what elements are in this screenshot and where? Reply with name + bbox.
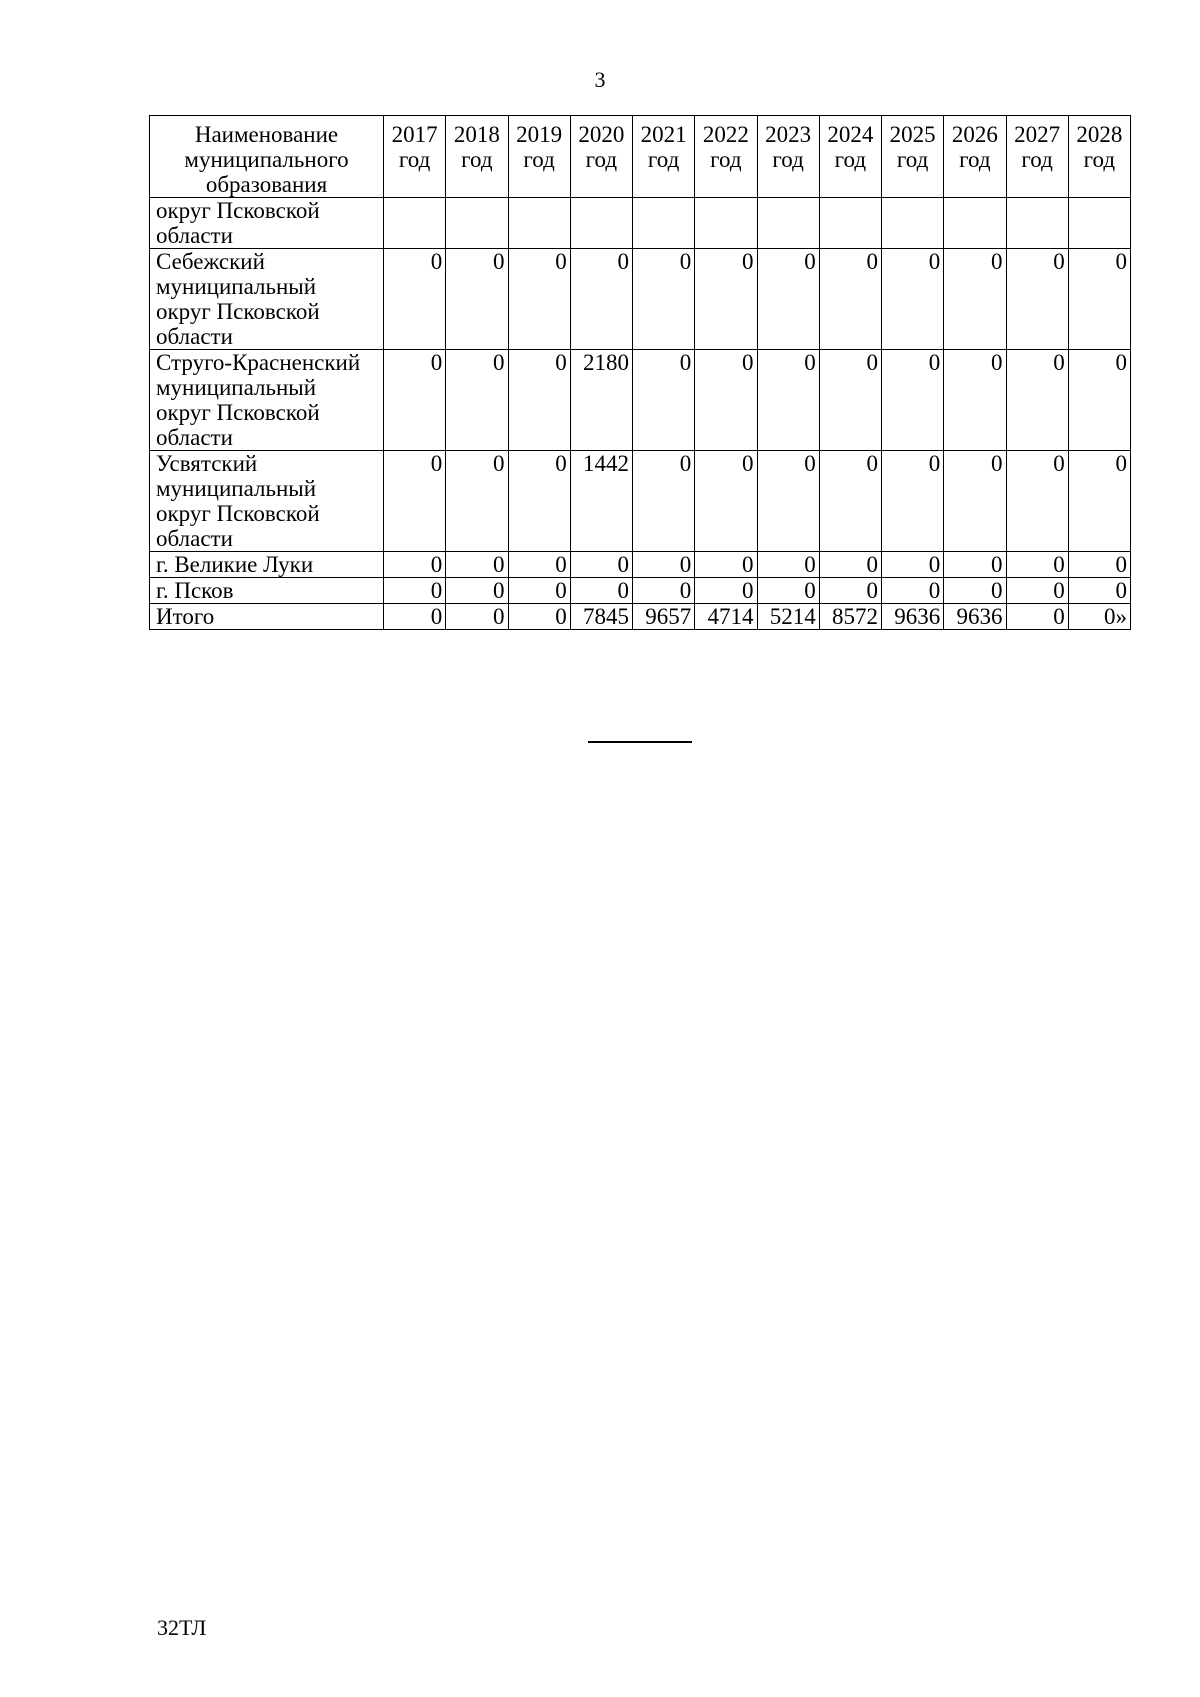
municipality-name-cell: г. Псков [150,578,384,604]
year-number: 2026 [951,122,998,147]
year-number: 2021 [640,122,687,147]
municipality-name-cell: Себежский муниципальный округ Псковской области [150,249,384,350]
value-cell: 0 [1068,249,1130,350]
value-cell: 0 [1006,578,1068,604]
value-cell: 0 [944,552,1006,578]
value-cell: 9657 [633,604,695,630]
year-column-header [446,116,508,198]
year-unit: год [959,147,991,172]
table-row [150,604,1131,630]
value-cell: 0 [633,451,695,552]
value-cell [570,198,632,249]
value-cell: 0 [944,249,1006,350]
value-cell: 0 [508,249,570,350]
value-cell: 0 [695,350,757,451]
value-cell: 0 [819,451,881,552]
value-cell [508,198,570,249]
value-cell: 0» [1068,604,1130,630]
value-cell: 0 [944,451,1006,552]
year-column-header [633,116,695,198]
value-cell: 0 [819,552,881,578]
value-cell: 9636 [882,604,944,630]
year-unit: год [523,147,555,172]
year-unit: год [398,147,431,172]
value-cell: 0 [1006,604,1068,630]
value-cell: 0 [882,552,944,578]
table-row [150,350,1131,451]
value-cell: 0 [1006,552,1068,578]
document-code: 32ТЛ [157,1615,207,1640]
value-cell [695,198,757,249]
value-cell: 0 [446,578,508,604]
value-cell: 0 [446,552,508,578]
value-cell [757,198,819,249]
municipality-name-cell: Усвятский муниципальный округ Псковской области [150,451,384,552]
value-cell: 0 [508,451,570,552]
municipality-name-cell: Итого [150,604,384,630]
value-cell: 0 [508,604,570,630]
year-number: 2027 [1014,122,1061,147]
value-cell: 0 [508,350,570,451]
value-cell: 0 [819,249,881,350]
year-number: 2025 [889,122,936,147]
value-cell: 0 [757,578,819,604]
value-cell: 0 [384,451,446,552]
value-cell: 1442 [570,451,632,552]
year-number: 2024 [827,122,874,147]
municipality-name-cell: г. Великие Луки [150,552,384,578]
value-cell: 0 [882,350,944,451]
value-cell: 9636 [944,604,1006,630]
table-header [150,116,1131,198]
value-cell: 0 [944,578,1006,604]
value-cell: 5214 [757,604,819,630]
value-cell: 0 [695,578,757,604]
value-cell: 0 [633,249,695,350]
value-cell: 0 [757,350,819,451]
year-column-header [508,116,570,198]
value-cell [944,198,1006,249]
value-cell [384,198,446,249]
year-unit: год [647,147,680,172]
year-column-header [757,116,819,198]
value-cell [1006,198,1068,249]
year-unit: год [834,147,867,172]
allocation-table [149,115,1131,630]
year-column-header [1006,116,1068,198]
value-cell: 2180 [570,350,632,451]
year-column-header [944,116,1006,198]
value-cell: 0 [757,552,819,578]
table-row [150,198,1131,249]
page-number: 3 [594,67,606,92]
table-row [150,249,1131,350]
value-cell: 0 [1068,451,1130,552]
value-cell: 0 [944,350,1006,451]
year-unit: год [896,147,929,172]
value-cell: 0 [1006,451,1068,552]
year-number: 2023 [765,122,812,147]
value-cell: 0 [882,578,944,604]
value-cell: 0 [570,249,632,350]
table-header-row [150,116,1131,198]
table-row [150,552,1131,578]
value-cell: 0 [384,249,446,350]
value-cell: 0 [1068,552,1130,578]
municipality-column-header: Наименование муниципального образования [150,116,384,198]
value-cell [633,198,695,249]
year-column-header [384,116,446,198]
value-cell: 0 [384,552,446,578]
value-cell: 7845 [570,604,632,630]
value-cell: 0 [1006,249,1068,350]
value-cell: 0 [695,451,757,552]
year-column-header [1068,116,1130,198]
value-cell: 0 [570,578,632,604]
value-cell: 0 [695,552,757,578]
year-unit: год [1083,147,1116,172]
value-cell: 0 [508,552,570,578]
value-cell: 8572 [819,604,881,630]
value-cell: 4714 [695,604,757,630]
value-cell: 0 [633,552,695,578]
value-cell: 0 [819,578,881,604]
value-cell [1068,198,1130,249]
value-cell: 0 [882,249,944,350]
year-number: 2022 [702,122,749,147]
closing-rule [588,741,692,743]
value-cell: 0 [695,249,757,350]
year-unit: год [710,147,742,172]
year-column-header [695,116,757,198]
table-row [150,451,1131,552]
year-unit: год [1021,147,1053,172]
value-cell: 0 [819,350,881,451]
year-unit: год [461,147,493,172]
year-number: 2019 [516,122,563,147]
value-cell [819,198,881,249]
value-cell: 0 [446,350,508,451]
value-cell [446,198,508,249]
year-number: 2020 [578,122,625,147]
value-cell: 0 [446,604,508,630]
value-cell: 0 [757,249,819,350]
value-cell: 0 [446,249,508,350]
year-column-header [882,116,944,198]
value-cell: 0 [633,578,695,604]
value-cell: 0 [508,578,570,604]
value-cell: 0 [384,578,446,604]
value-cell [882,198,944,249]
value-cell: 0 [570,552,632,578]
municipality-name-cell: Струго-Красненский муниципальный округ Псковской области [150,350,384,451]
year-number: 2028 [1076,122,1123,147]
value-cell: 0 [882,451,944,552]
year-column-header [570,116,632,198]
value-cell: 0 [1068,578,1130,604]
value-cell: 0 [633,350,695,451]
year-number: 2018 [453,122,500,147]
value-cell: 0 [384,604,446,630]
value-cell: 0 [384,350,446,451]
value-cell: 0 [1068,350,1130,451]
year-column-header [819,116,881,198]
municipality-name-cell: округ Псковской области [150,198,384,249]
value-cell: 0 [1006,350,1068,451]
value-cell: 0 [757,451,819,552]
table-row [150,578,1131,604]
year-unit: год [772,147,804,172]
table-body [150,198,1131,630]
value-cell: 0 [446,451,508,552]
year-number: 2017 [391,122,438,147]
year-unit: год [585,147,618,172]
